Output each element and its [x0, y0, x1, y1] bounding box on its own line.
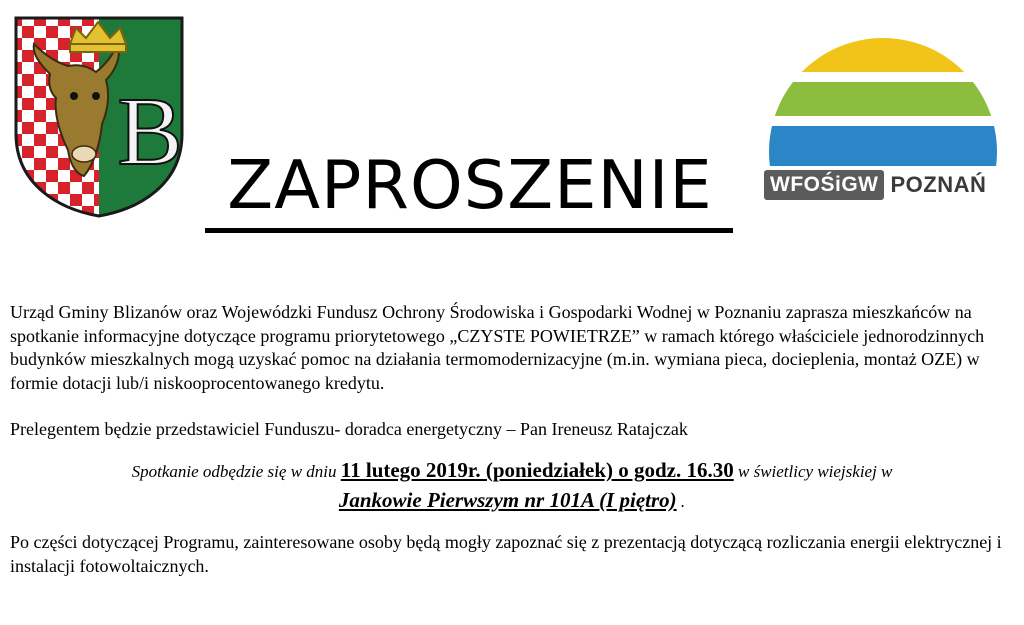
- logo-acronym: WFOŚiGW: [764, 170, 884, 200]
- meeting-suffix: .: [676, 492, 686, 511]
- after-paragraph: Po części dotyczącej Programu, zainteresowane osoby będą mogły zapoznać się z prezentacją dotyczącą rozliczania energii elektrycznej i instalacji fotowoltaicznych.: [10, 532, 1002, 576]
- meeting-prefix: Spotkanie odbędzie się w dniu: [131, 462, 341, 481]
- meeting-middle: w świetlicy wiejskiej w: [733, 462, 893, 481]
- speaker-paragraph: Prelegentem będzie przedstawiciel Funduszu- doradca energetyczny – Pan Ireneusz Ratajczak: [10, 419, 688, 439]
- logo-city: POZNAŃ: [890, 172, 987, 197]
- meeting-paragraph: [10, 456, 1014, 516]
- wfosigw-poznan-logo: [764, 38, 1002, 202]
- intro-paragraph: Urząd Gminy Blizanów oraz Wojewódzki Fundusz Ochrony Środowiska i Gospodarki Wodnej w Poznaniu zaprasza mieszkańców na spotkanie informacyjne dotyczące programu priorytetowego „CZYSTE POWIETRZE” w ramach którego właściciele jednorodzinnych budynków mieszkalnych mogą uzyskać pomoc na działania termomodernizacyjne (m.in. wymiana pieca, docieplenia, montaż OZE) w formie dotacji lub/i niskooprocentowanego kredytu.: [10, 302, 985, 393]
- page-title: ZAPROSZENIE: [227, 146, 713, 224]
- wfosigw-sun-graphic: [764, 38, 1002, 168]
- title-underline: [205, 228, 733, 233]
- crest-letter: B: [117, 78, 183, 186]
- gmina-crest-logo: [10, 14, 188, 218]
- meeting-date: 11 lutego 2019r. (poniedziałek) o godz. 16.30: [340, 458, 734, 482]
- meeting-place: Jankowie Pierwszym nr 101A (I piętro): [338, 488, 677, 512]
